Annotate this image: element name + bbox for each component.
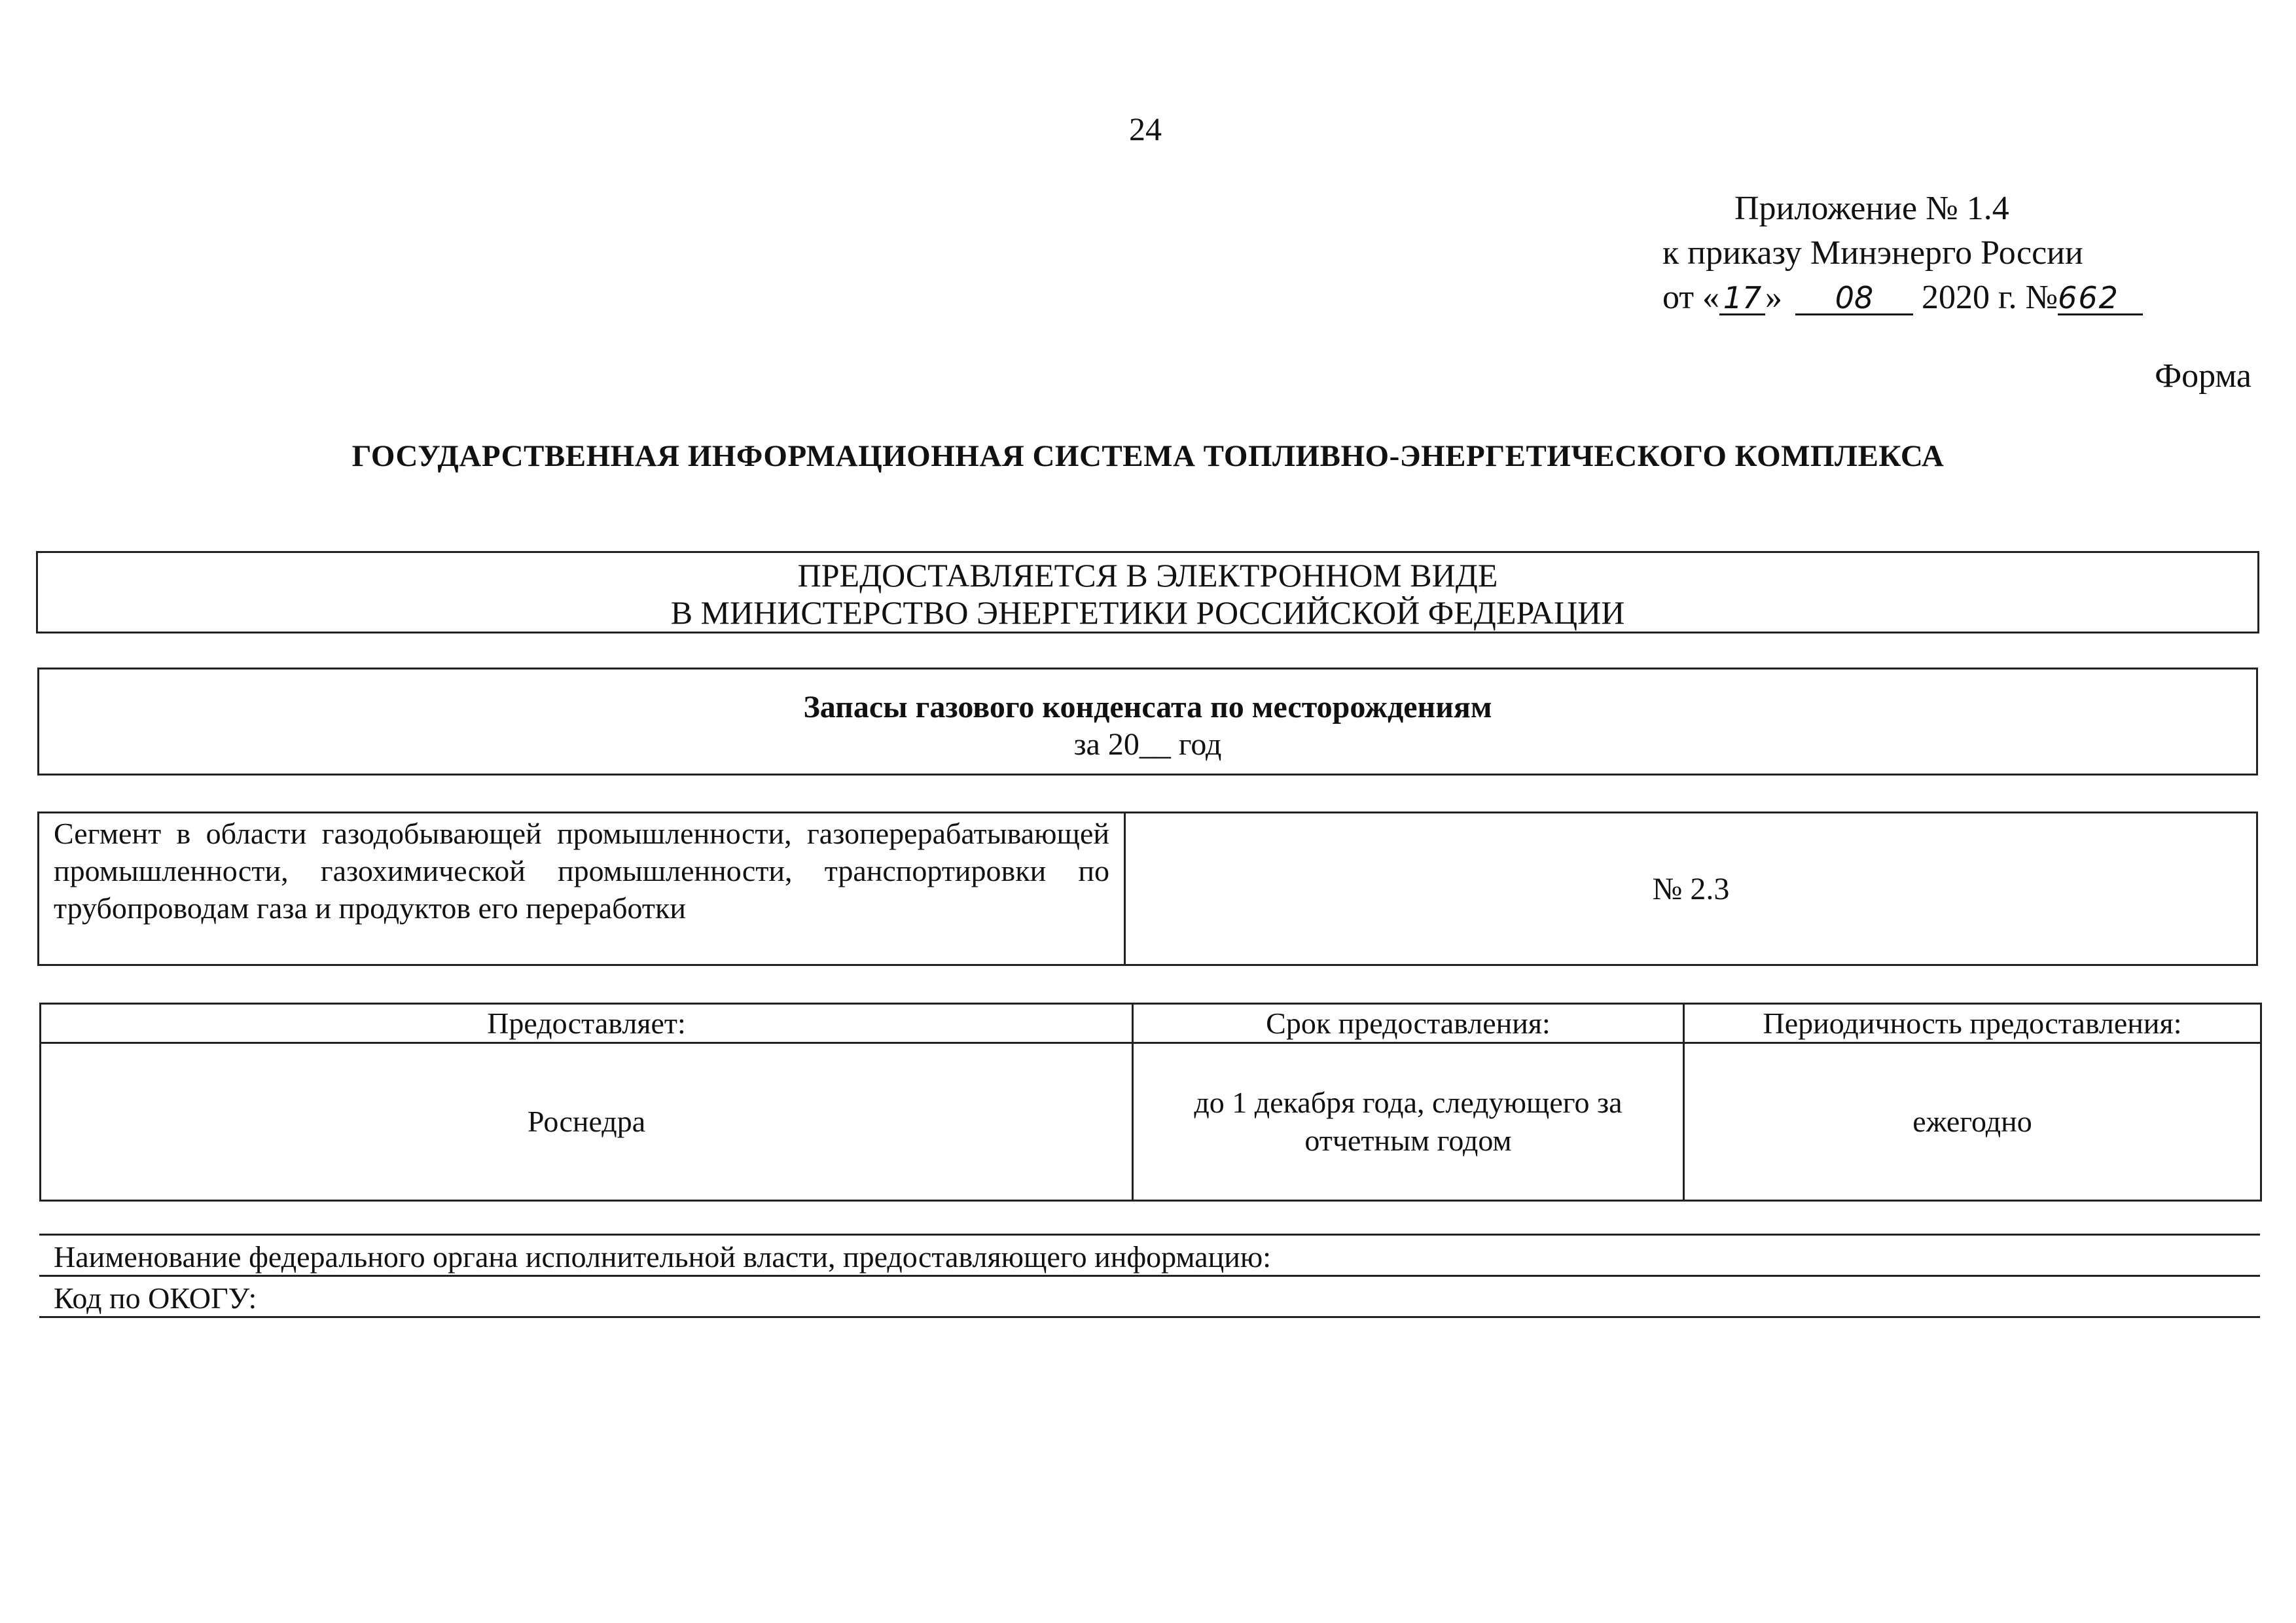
date-year: 2020 г. № [1922,279,2058,316]
date-prefix: от « [1662,279,1720,316]
segment-table [37,812,2258,966]
report-period: за 20__ год [1073,727,1222,762]
appendix-date-line [1636,276,2225,320]
submission-line-2: В МИНИСТЕРСТВО ЭНЕРГЕТИКИ РОССИЙСКОЙ ФЕДЕРАЦИИ [670,594,1625,631]
date-mid: » [1765,279,1783,316]
submission-box [36,551,2259,633]
header-periodicity: Периодичность предоставления: [1684,1004,2261,1043]
value-deadline: до 1 декабря года, следующего за отчетным годом [1133,1043,1684,1201]
segment-row [39,813,2257,965]
provider-header-row [41,1004,2261,1043]
okogu-code-field: Код по ОКОГУ: [39,1275,2260,1318]
appendix-title: Приложение № 1.4 [1734,190,2009,227]
header-deadline: Срок предоставления: [1133,1004,1684,1043]
report-title-box [37,668,2258,776]
segment-number: № 2.3 [1125,813,2257,965]
form-label: Форма [2155,357,2251,395]
appendix-order-ref: к приказу Минэнерго России [1662,234,2083,272]
value-provider: Роснедра [41,1043,1133,1201]
page-number: 24 [1129,111,1162,147]
header-provider: Предоставляет: [41,1004,1133,1043]
date-month-handwritten: 08 [1795,282,1913,315]
report-title: Запасы газового конденсата по месторождениям [803,690,1492,724]
segment-description: Сегмент в области газодобывающей промышленности, газоперерабатывающей промышленности, газохимической промышленности, транспортировки по трубопроводам газа и продуктов его переработки [39,813,1125,965]
date-day-handwritten: 17 [1719,282,1765,315]
submission-line-1: ПРЕДОСТАВЛЯЕТСЯ В ЭЛЕКТРОННОМ ВИДЕ [797,557,1498,594]
main-title: ГОСУДАРСТВЕННАЯ ИНФОРМАЦИОННАЯ СИСТЕМА ТОПЛИВНО-ЭНЕРГЕТИЧЕСКОГО КОМПЛЕКСА [351,439,1945,473]
provider-value-row [41,1043,2261,1201]
authority-name-field: Наименование федерального органа исполнительной власти, предоставляющего информацию: [39,1234,2260,1275]
appendix-block [1636,187,2225,320]
order-number-handwritten: 662 [2058,282,2143,315]
value-periodicity: ежегодно [1684,1043,2261,1201]
provider-table [39,1003,2262,1202]
footer-fields [39,1234,2260,1318]
